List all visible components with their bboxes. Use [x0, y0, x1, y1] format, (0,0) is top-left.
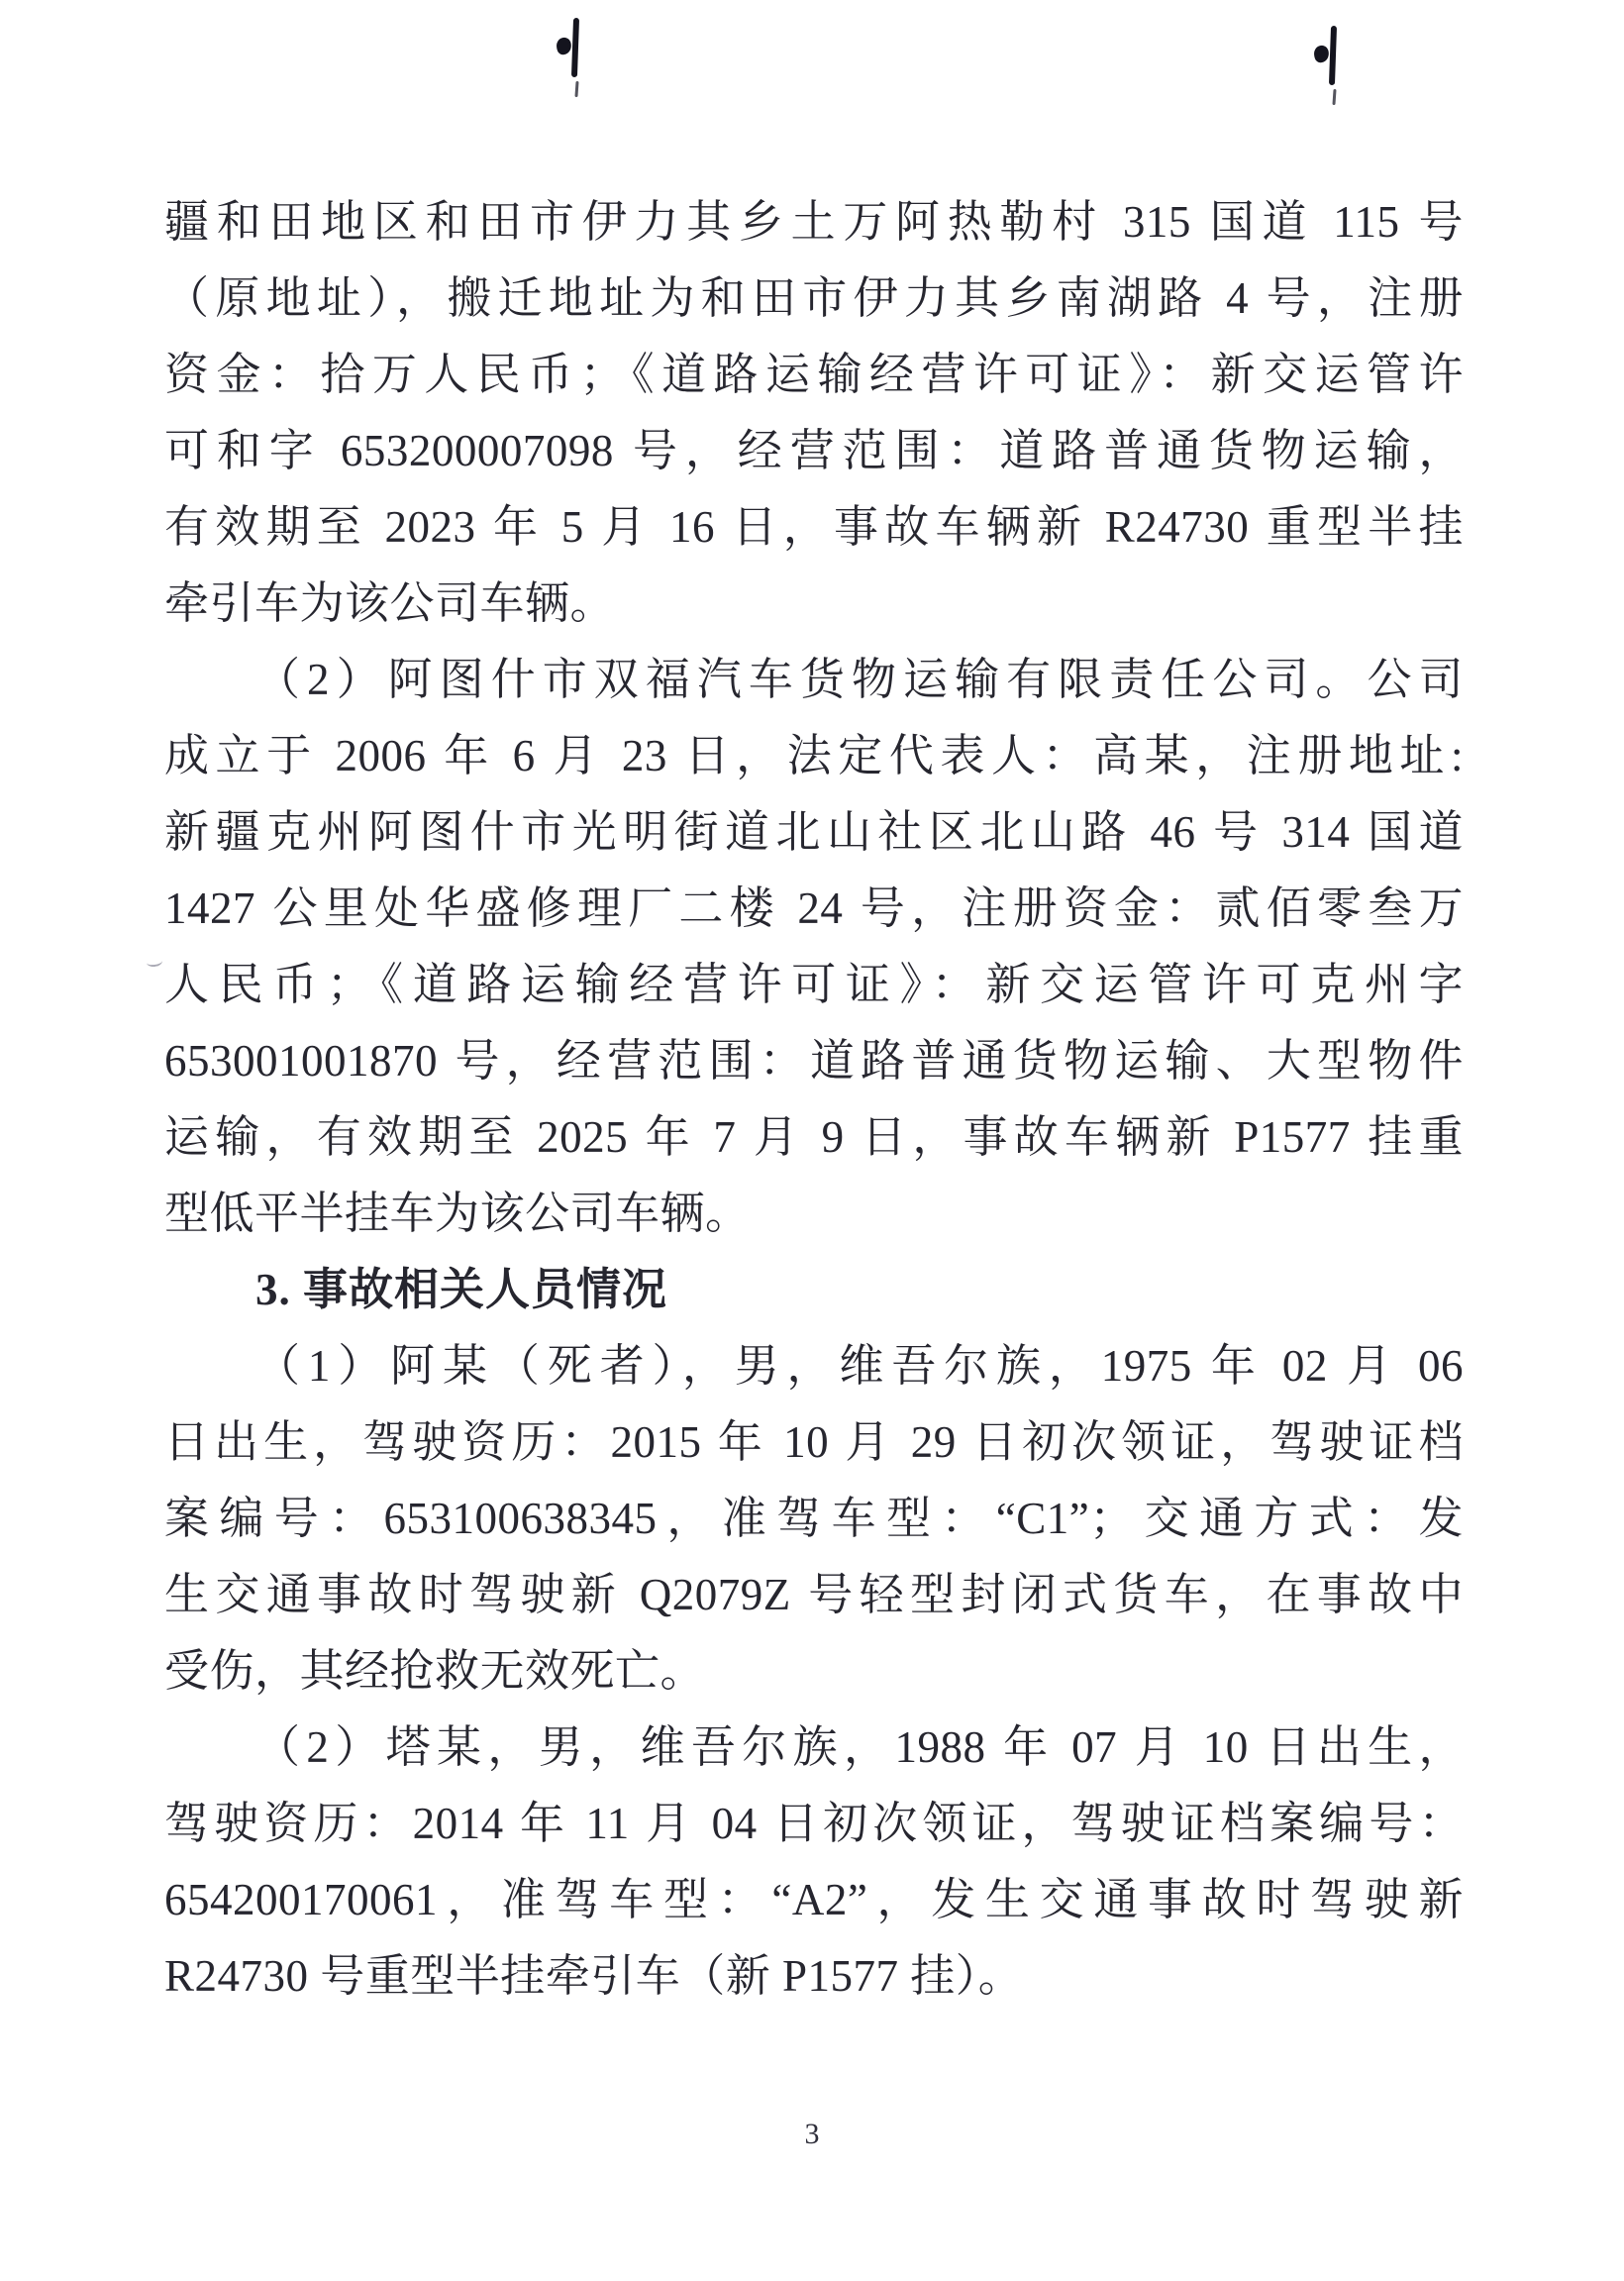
text-line: （2）阿图什市双福汽车货物运输有限责任公司。公司 — [255, 655, 1464, 704]
text-line: 新疆克州阿图什市光明街道北山社区北山路 46 号 314 国道 — [164, 807, 1464, 857]
text-line: 驾驶资历：2014 年 11 月 04 日初次领证，驾驶证档案编号： — [164, 1799, 1464, 1848]
text-line: 日出生，驾驶资历：2015 年 10 月 29 日初次领证，驾驶证档 — [164, 1417, 1464, 1467]
ink-bar-icon — [1329, 26, 1337, 85]
ink-blob-icon — [555, 37, 572, 56]
page-number: 3 — [804, 2118, 820, 2150]
text-line: 运输，有效期至 2025 年 7 月 9 日，事故车辆新 P1577 挂重 — [164, 1112, 1464, 1162]
text-line: 成立于 2006 年 6 月 23 日，法定代表人：高某，注册地址: — [164, 731, 1464, 780]
ink-bar-icon — [571, 18, 579, 77]
text-line: 1427 公里处华盛修理厂二楼 24 号，注册资金：贰佰零叁万 — [164, 883, 1464, 933]
ink-tail-icon — [574, 81, 578, 97]
text-line: 资金：拾万人民币；《道路运输经营许可证》：新交运管许 — [164, 350, 1464, 399]
ink-blob-icon — [1312, 45, 1330, 64]
text-line: 可和字 653200007098 号，经营范围：道路普通货物运输， — [164, 426, 1464, 475]
ink-tail-icon — [1332, 89, 1336, 105]
stray-pencil-mark-icon — [146, 956, 162, 968]
text-line: 653001001870 号，经营范围：道路普通货物运输、大型物件 — [164, 1036, 1464, 1086]
text-line: （2）塔某，男，维吾尔族，1988 年 07 月 10 日出生， — [255, 1722, 1464, 1772]
text-line: 人民币；《道路运输经营许可证》：新交运管许可克州字 — [164, 960, 1464, 1009]
text-line: 疆和田地区和田市伊力其乡土万阿热勒村 315 国道 115 号 — [164, 197, 1464, 247]
text-line: 案编号：653100638345，准驾车型：“C1”；交通方式：发 — [164, 1494, 1464, 1543]
text-line: 生交通事故时驾驶新 Q2079Z 号轻型封闭式货车，在事故中 — [164, 1570, 1464, 1619]
text-line: 受伤，其经抢救无效死亡。 — [164, 1646, 706, 1696]
text-line: R24730 号重型半挂牵引车（新 P1577 挂）。 — [164, 1951, 1024, 2001]
document-text-block — [164, 184, 1464, 2015]
section-heading: 3. 事故相关人员情况 — [255, 1265, 668, 1314]
text-line: 型低平半挂车为该公司车辆。 — [164, 1189, 751, 1238]
text-line: 有效期至 2023 年 5 月 16 日，事故车辆新 R24730 重型半挂 — [164, 502, 1464, 552]
text-line: （1）阿某（死者），男，维吾尔族，1975 年 02 月 06 — [255, 1341, 1464, 1391]
text-line: 牵引车为该公司车辆。 — [164, 578, 616, 628]
text-line: 654200170061，准驾车型：“A2”，发生交通事故时驾驶新 — [164, 1875, 1464, 1924]
text-line: （原地址），搬迁地址为和田市伊力其乡南湖路 4 号，注册 — [164, 273, 1464, 323]
